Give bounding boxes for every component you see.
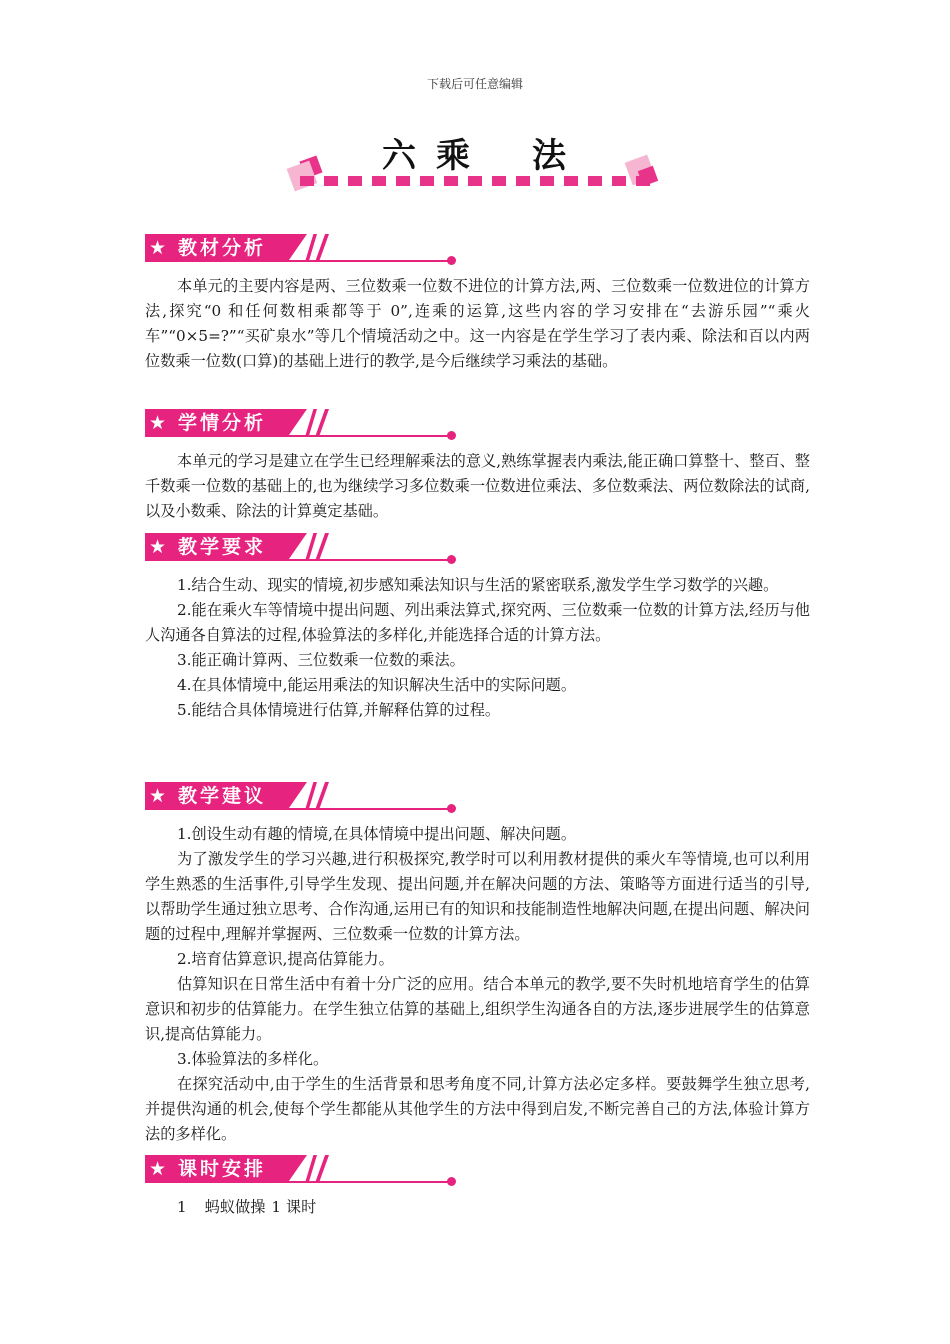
schedule-topic: 蚂蚁做操	[204, 1198, 266, 1216]
chapter-title-block	[290, 128, 660, 198]
star-icon: ★	[149, 237, 167, 259]
title-decoration-bar	[300, 176, 650, 186]
requirement-item: 2.能在乘火车等情境中提出问题、列出乘法算式,探究两、三位数乘一位数的计算方法,经历与他人沟通各自算法的过程,体验算法的多样化,并能选择合适的计算方法。	[145, 601, 810, 644]
star-icon: ★	[149, 785, 167, 807]
paragraph: 估算知识在日常生活中有着十分广泛的应用。结合本单元的教学,要不失时机地培育学生的估算意识和初步的估算能力。在学生独立估算的基础上,组织学生沟通各自的方法,逐步进展学生的估算意识,提高估算能力。	[145, 975, 810, 1043]
section-heading	[145, 234, 455, 268]
paragraph: 在探究活动中,由于学生的生活背景和思考角度不同,计算方法必定多样。要鼓舞学生独立思考,并提供沟通的机会,使每个学生都能从其他学生的方法中得到启发,不断完善自己的方法,体验计算方法的多样化。	[145, 1075, 810, 1143]
section-lesson-schedule	[145, 1155, 810, 1220]
requirement-item: 5.能结合具体情境进行估算,并解释估算的过程。	[177, 701, 501, 719]
suggestion-heading: 3.体验算法的多样化。	[177, 1050, 329, 1068]
paragraph: 为了激发学生的学习兴趣,进行积极探究,教学时可以利用教材提供的乘火车等情境,也可以利用学生熟悉的生活事件,引导学生发现、提出问题,并在解决问题的方法、策略等方面进行适当的引导,以帮助学生通过独立思考、合作沟通,运用已有的知识和技能制造性地解决问题,在提出问题、解决问题的过程中,理解并掌握两、三位数乘一位数的计算方法。	[145, 850, 810, 943]
requirement-item: 3.能正确计算两、三位数乘一位数的乘法。	[177, 651, 465, 669]
section-heading	[145, 1155, 455, 1189]
star-icon: ★	[149, 412, 167, 434]
schedule-hours: 1 课时	[271, 1198, 317, 1216]
section-heading	[145, 533, 455, 567]
suggestion-heading: 1.创设生动有趣的情境,在具体情境中提出问题、解决问题。	[177, 825, 577, 843]
section-title: 教学要求	[178, 536, 267, 558]
title-char: 法	[532, 136, 568, 176]
section-title: 课时安排	[178, 1158, 267, 1180]
section-textbook-analysis	[145, 234, 810, 374]
suggestion-heading: 2.培育估算意识,提高估算能力。	[177, 950, 394, 968]
section-heading	[145, 409, 455, 443]
section-title: 教材分析	[178, 237, 267, 259]
paragraph: 本单元的学习是建立在学生已经理解乘法的意义,熟练掌握表内乘法,能正确口算整十、整百、整千数乘一位数的基础上的,也为继续学习多位数乘一位数进位乘法、多位数乘法、两位数除法的试商,以及小数乘、除法的计算奠定基础。	[145, 452, 810, 520]
title-char: 乘	[436, 136, 472, 176]
requirement-item: 4.在具体情境中,能运用乘法的知识解决生活中的实际问题。	[177, 676, 577, 694]
requirement-item: 1.结合生动、现实的情境,初步感知乘法知识与生活的紧密联系,激发学生学习数学的兴趣。	[177, 576, 779, 594]
section-learning-analysis	[145, 409, 810, 524]
schedule-row	[145, 1195, 810, 1220]
section-heading	[145, 782, 455, 816]
section-teaching-suggestions	[145, 782, 810, 1147]
star-icon: ★	[149, 1158, 167, 1180]
star-icon: ★	[149, 536, 167, 558]
section-title: 教学建议	[178, 785, 267, 807]
section-teaching-requirements	[145, 533, 810, 723]
title-char: 六	[382, 136, 418, 176]
header-note: 下载后可任意编辑	[426, 77, 523, 91]
section-title: 学情分析	[178, 412, 267, 434]
chapter-title	[290, 128, 660, 177]
paragraph: 本单元的主要内容是两、三位数乘一位数不进位的计算方法,两、三位数乘一位数进位的计算方法,探究“0 和任何数相乘都等于 0”,连乘的运算,这些内容的学习安排在“去游乐园”“乘火车”“0×5=?”“买矿泉水”等几个情境活动之中。这一内容是在学生学习了表内乘、除法和百以内两位数乘一位数(口算)的基础上进行的教学,是今后继续学习乘法的基础。	[145, 277, 810, 370]
schedule-number: 1	[177, 1198, 187, 1216]
